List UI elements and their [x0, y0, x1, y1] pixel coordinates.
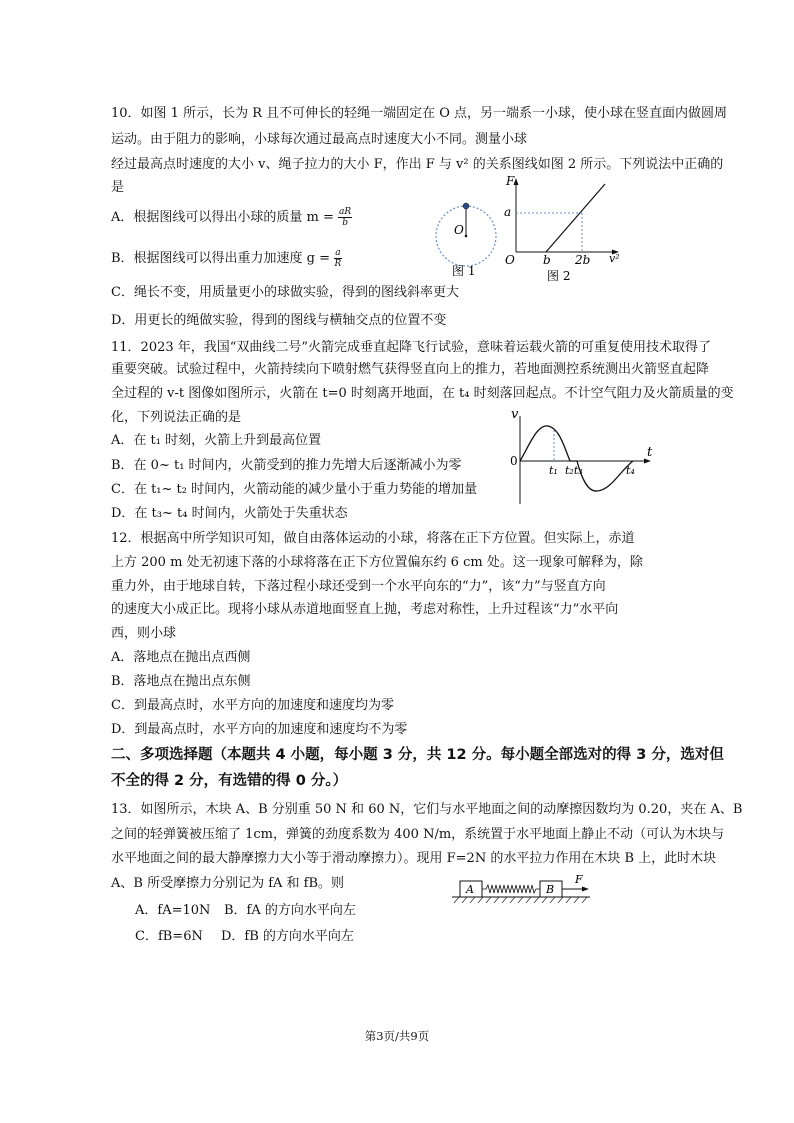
vt-t-label: t [647, 445, 653, 460]
q10-stem-line2: 运动。由于阻力的影响，小球每次通过最高点时速度大小不同。测量小球 [111, 132, 528, 147]
center-point [465, 235, 468, 238]
q12-stem-line5: 西，则小球 [111, 626, 177, 641]
ground-hatching [454, 897, 587, 903]
q12-option-a: A．落地点在抛出点西侧 [111, 650, 251, 665]
q10-stem-line4: 是 [111, 180, 125, 195]
vt-t2t3-label: t₂t₃ [565, 464, 583, 477]
q11-option-b: B．在 0~ t₁ 时间内，火箭受到的推力先增大后逐渐减小为零 [111, 458, 462, 473]
q12-option-d: D．到最高点时，水平方向的加速度和速度均不为零 [111, 722, 408, 737]
block-b-label: B [546, 883, 555, 896]
q11-option-c: C．在 t₁~ t₂ 时间内，火箭动能的减少量小于重力势能的增加量 [111, 482, 478, 497]
q10-option-b-text: B．根据图线可以得出重力加速度 g = [111, 251, 331, 266]
q12-stem-line3: 重力外，由于地球自转，下落过程小球还受到一个水平向东的“力”，该“力”与竖直方向 [111, 579, 606, 594]
q11-stem-line4: 化，下列说法正确的是 [111, 410, 242, 425]
q10-figure-1 [432, 196, 502, 286]
vt-t1-label: t₁ [549, 464, 558, 477]
q10-option-c: C．绳长不变，用质量更小的球做实验，得到的图线斜率更大 [111, 285, 459, 300]
fig1-caption: 图 1 [452, 264, 476, 278]
q10-option-b-fraction [334, 248, 341, 269]
page-number-footer: 第3页/共9页 [364, 1029, 430, 1043]
vt-v-label: v [511, 407, 519, 422]
spring [482, 885, 540, 893]
fig2-b-label: b [543, 253, 551, 267]
section2-heading-line1: 二、多项选择题（本题共 4 小题，每小题 3 分，共 12 分。每小题全部选对的得 3 分，选对但 [111, 747, 724, 763]
q10-option-a-numerator: aR [339, 207, 352, 217]
q12-stem-line4: 的速度大小成正比。现将小球从赤道地面竖直上抛，考虑对称性，上升过程该“力”水平向 [111, 602, 619, 617]
q11-stem-line1: 11．2023 年，我国“双曲线二号”火箭完成垂直起降飞行试验，意味着运载火箭的可重复使用技术取得了 [111, 340, 712, 355]
q10-option-d: D．用更长的绳做实验，得到的图线与横轴交点的位置不变 [111, 313, 447, 328]
q10-option-a [111, 207, 352, 228]
q11-stem-line2: 重要突破。试验过程中，火箭持续向下喷射燃气获得竖直向上的推力，若地面测控系统测出火箭竖直起降 [111, 362, 710, 377]
fig2-a-label: a [504, 205, 512, 219]
vt-t4-label: t₄ [626, 464, 635, 477]
q10-stem-line3: 经过最高点时速度的大小 v、绳子拉力的大小 F，作出 F 与 v² 的关系图线如图 2 所示。下列说法中正确的 [111, 157, 724, 172]
q13-option-c: C．fB=6N [135, 929, 203, 944]
fig2-v2-label: v² [609, 252, 620, 265]
q13-stem-line3: 水平地面之间的最大静摩擦力大小等于滑动摩擦力）。现用 F=2N 的水平拉力作用在木块 B 上，此时木块 [111, 851, 717, 866]
force-arrow-head [582, 887, 589, 892]
q12-stem-line2: 上方 200 m 处无初速下落的小球将落在正下方位置偏东约 6 cm 处。这一现象可解释为，除 [111, 555, 643, 570]
block-a-label: A [466, 883, 474, 896]
q13-option-d: D．fB 的方向水平向左 [221, 929, 354, 944]
force-f-label: F [575, 873, 583, 886]
q10-option-b-denominator: R [334, 259, 342, 269]
q10-stem-line1: 10．如图 1 所示，长为 R 且不可伸长的轻绳一端固定在 O 点，另一端系一小球，使小球在竖直面内做圆周 [111, 106, 728, 121]
q11-vt-graph [507, 404, 657, 509]
q12-stem-line1: 12．根据高中所学知识可知，做自由落体运动的小球，将落在正下方位置。但实际上，赤道 [111, 531, 635, 546]
q11-option-d: D．在 t₃~ t₄ 时间内，火箭处于失重状态 [111, 506, 348, 521]
fig2-data-line [546, 184, 605, 252]
q10-option-a-fraction [338, 207, 352, 228]
ball [463, 203, 469, 209]
fig2-f-label: F [506, 174, 515, 188]
q10-option-b [111, 248, 342, 269]
fig2-origin-label: O [505, 253, 515, 267]
q10-figure-2 [503, 176, 628, 286]
q13-option-a: A．fA=10N [135, 903, 211, 918]
vt-curve [520, 426, 633, 491]
q12-option-c: C．到最高点时，水平方向的加速度和速度均为零 [111, 698, 394, 713]
fig2-caption: 图 2 [547, 269, 571, 283]
fig2-2b-label: 2b [575, 253, 591, 267]
q10-option-b-numerator: a [335, 248, 341, 258]
q10-option-a-denominator: b [342, 218, 348, 228]
q13-option-b: B．fA 的方向水平向左 [224, 903, 356, 918]
q12-option-b: B．落地点在抛出点东侧 [111, 674, 251, 689]
q13-stem-line2: 之间的轻弹簧被压缩了 1cm，弹簧的劲度系数为 400 N/m，系统置于水平地面上静止不动（可认为木块与 [111, 827, 725, 842]
fig1-o-label: O [454, 223, 464, 237]
q13-stem-line4: A、B 所受摩擦力分别记为 fA 和 fB。则 [111, 876, 345, 891]
q10-option-a-text: A．根据图线可以得出小球的质量 m = [111, 210, 334, 225]
q11-option-a: A．在 t₁ 时刻，火箭上升到最高位置 [111, 433, 322, 448]
section2-heading-line2: 不全的得 2 分，有选错的得 0 分。） [111, 773, 348, 789]
q11-stem-line3: 全过程的 v-t 图像如图所示，火箭在 t=0 时刻离开地面，在 t₄ 时刻落回起点。不计空气阻力及火箭质量的变 [111, 386, 734, 401]
vt-zero-label: 0 [510, 454, 518, 468]
q13-blocks-figure [450, 873, 595, 908]
q13-stem-line1: 13．如图所示，木块 A、B 分别重 50 N 和 60 N，它们与水平地面之间的动摩擦因数均为 0.20，夹在 A、B [111, 802, 743, 817]
